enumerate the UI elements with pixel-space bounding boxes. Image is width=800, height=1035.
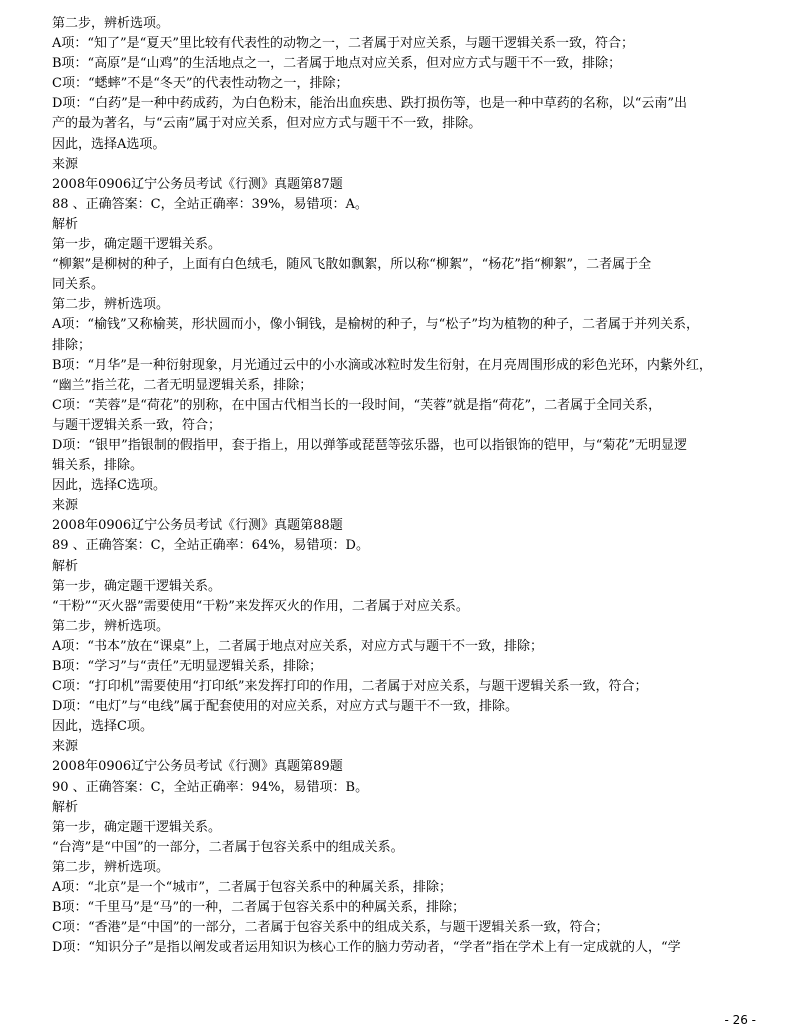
text-line: “幽兰”指兰花，二者无明显逻辑关系，排除； [52, 377, 313, 393]
text-line: “台湾”是“中国”的一部分，二者属于包容关系中的组成关系。 [52, 839, 404, 855]
text-line: B项：“高原”是“山鸡”的生活地点之一，二者属于地点对应关系，但对应方式与题干不一致，排除； [52, 56, 622, 72]
text-line: D项：“知识分子”是指以阐发或者运用知识为核心工作的脑力劳动者，“学者”指在学术上有一定成就的人，“学 [52, 940, 681, 956]
text-line: 第一步，确定题干逻辑关系。 [52, 237, 222, 253]
text-line: 第二步，辨析选项。 [52, 859, 170, 875]
text-line: 90 、正确答案：C，全站正确率：94%，易错项：B。 [52, 779, 369, 795]
text-line: 第二步，辨析选项。 [52, 618, 170, 634]
text-line: C项：“蟋蟀”不是“冬天”的代表性动物之一，排除； [52, 76, 349, 92]
text-line: 辑关系，排除。 [52, 458, 144, 474]
text-line: 来源 [52, 498, 79, 514]
text-line: 2008年0906辽宁公务员考试《行测》真题第89题 [52, 759, 343, 775]
text-line: A项：“榆钱”又称榆荚，形状圆而小，像小铜钱，是榆树的种子，与“松子”均为植物的种子，二者属于并列关系， [52, 317, 699, 333]
text-line: 来源 [52, 739, 79, 755]
text-line: “干粉”“灭火器”需要使用“干粉”来发挥灭火的作用，二者属于对应关系。 [52, 598, 469, 614]
text-line: 解析 [52, 799, 79, 815]
text-line: 解析 [52, 216, 79, 232]
text-line: C项：“香港”是“中国”的一部分，二者属于包容关系中的组成关系，与题干逻辑关系一致，符合； [52, 920, 609, 936]
text-line: 89 、正确答案：C，全站正确率：64%，易错项：D。 [52, 538, 369, 554]
text-line: B项：“千里马”是“马”的一种，二者属于包容关系中的种属关系，排除； [52, 900, 466, 916]
text-line: 因此，选择C选项。 [52, 478, 166, 494]
text-line: C项：“芙蓉”是“荷花”的别称，在中国古代相当长的一段时间，“芙蓉”就是指“荷花”，二者属于全同关系， [52, 397, 662, 413]
text-line: 第一步，确定题干逻辑关系。 [52, 578, 222, 594]
page-number: - 26 - [724, 1013, 756, 1027]
text-line: 因此，选择C项。 [52, 719, 153, 735]
text-line: D项：“电灯”与“电线”属于配套使用的对应关系，对应方式与题干不一致，排除。 [52, 699, 519, 715]
text-line: A项：“知了”是“夏天”里比较有代表性的动物之一，二者属于对应关系，与题干逻辑关系一致，符合； [52, 36, 634, 52]
text-line: 产的最为著名，与“云南”属于对应关系，但对应方式与题干不一致，排除。 [52, 116, 482, 132]
text-line: B项：“学习”与“责任”无明显逻辑关系，排除； [52, 659, 323, 674]
text-line: A项：“书本”放在“课桌”上，二者属于地点对应关系，对应方式与题干不一致，排除； [52, 638, 543, 654]
text-line: 2008年0906辽宁公务员考试《行测》真题第87题 [52, 176, 343, 192]
text-line: 解析 [52, 558, 79, 574]
text-line: D项：“银甲”指银制的假指甲，套于指上，用以弹筝或琵琶等弦乐器，也可以指银饰的铠甲，与“菊花”无明显逻 [52, 437, 688, 453]
text-line: 第二步，辨析选项。 [52, 16, 170, 31]
text-line: 来源 [52, 156, 79, 172]
text-line: 88 、正确答案：C，全站正确率：39%，易错项：A。 [52, 196, 368, 212]
text-line: A项：“北京”是一个“城市”，二者属于包容关系中的种属关系，排除； [52, 880, 452, 896]
document-body [52, 14, 758, 958]
text-line: 2008年0906辽宁公务员考试《行测》真题第88题 [52, 518, 343, 534]
text-line: 同关系。 [52, 277, 105, 293]
text-line: D项：“白药”是一种中药成药，为白色粉末，能治出血疾患、跌打损伤等，也是一种中草药的名称，以“云南”出 [52, 96, 688, 112]
text-line: 因此，选择A选项。 [52, 136, 166, 152]
text-line: C项：“打印机”需要使用“打印纸”来发挥打印的作用，二者属于对应关系，与题干逻辑关系一致，符合； [52, 679, 648, 695]
text-line: “柳絮”是柳树的种子，上面有白色绒毛，随风飞散如飘絮，所以称“柳絮”，“杨花”指“柳絮”，二者属于全 [52, 257, 652, 273]
text-line: 排除； [52, 337, 92, 353]
text-line: 第二步，辨析选项。 [52, 297, 170, 313]
text-line: 第一步，确定题干逻辑关系。 [52, 819, 222, 835]
text-line: 与题干逻辑关系一致，符合； [52, 417, 222, 433]
text-line: B项：“月华”是一种衍射现象，月光通过云中的小水滴或冰粒时发生衍射，在月亮周围形成的彩色光环，内紫外红， [52, 357, 712, 373]
